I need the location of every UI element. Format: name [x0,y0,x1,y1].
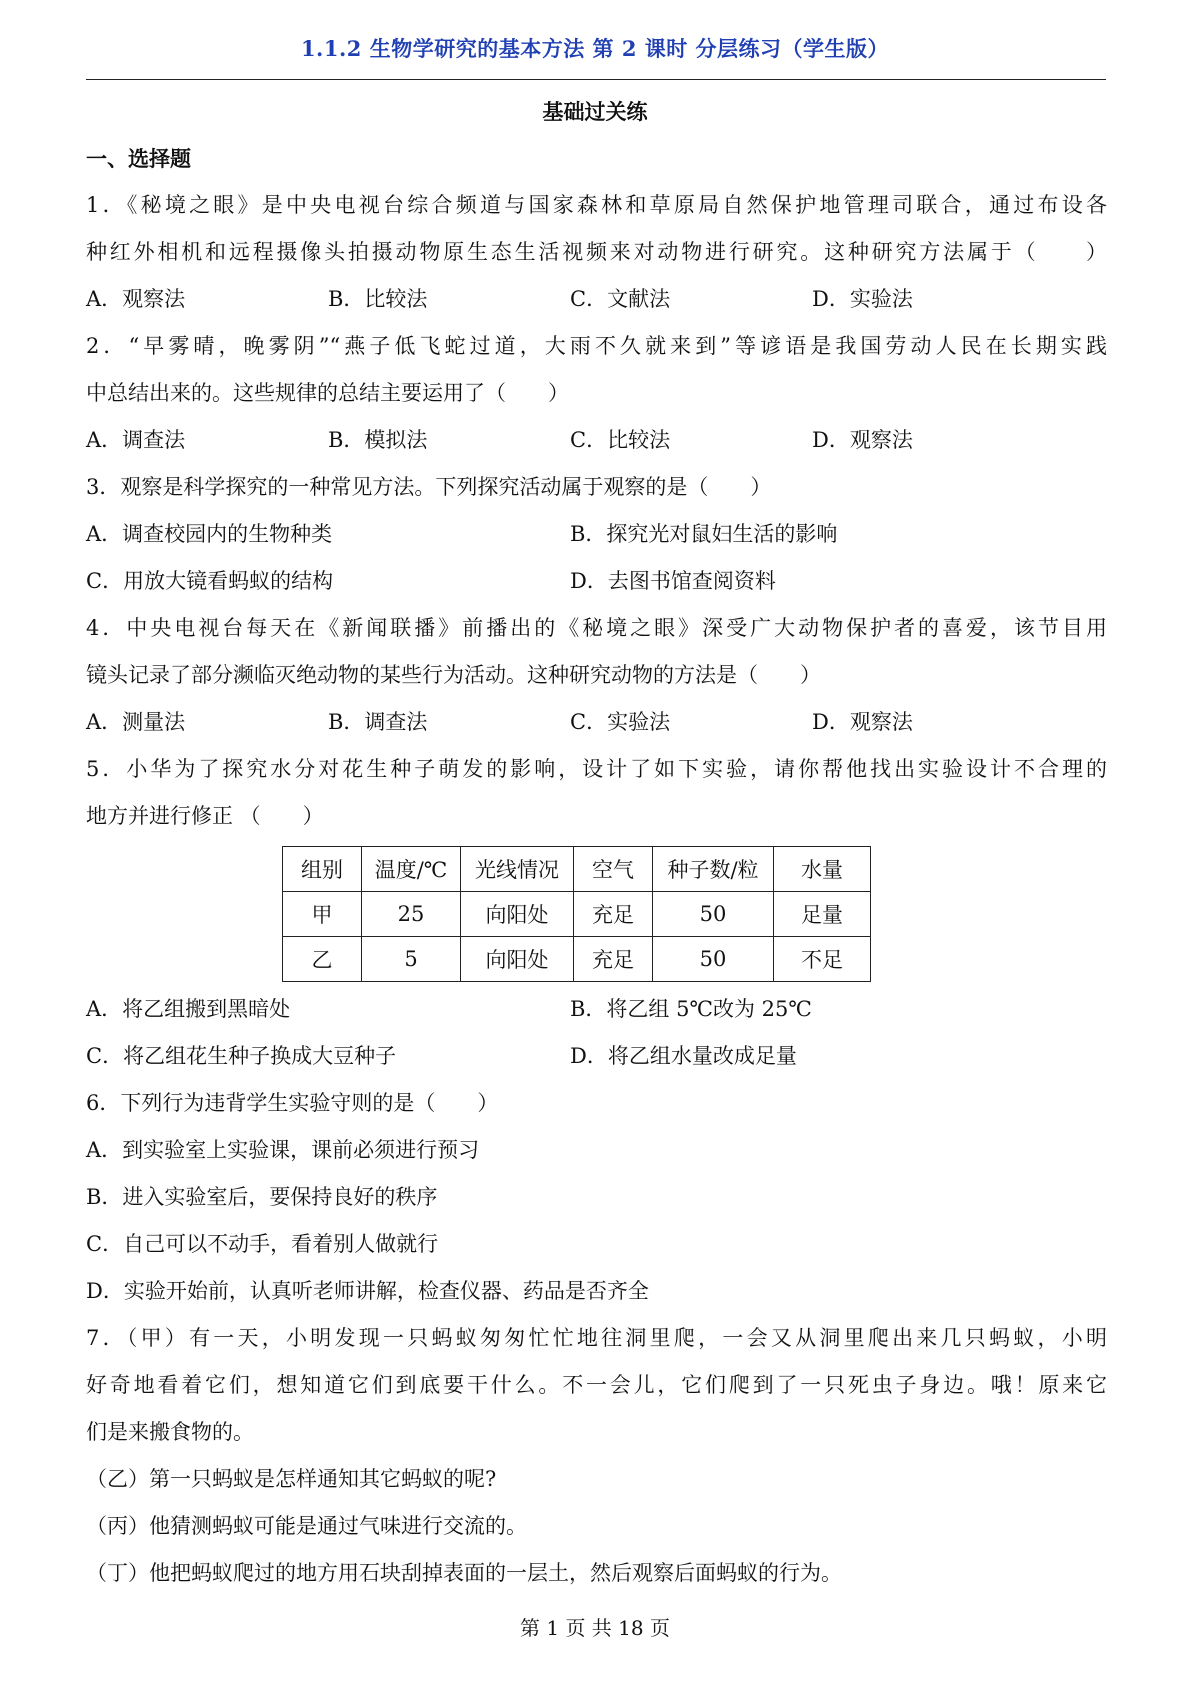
option-b: B．比较法 [328,287,428,311]
table-cell: 甲 [283,892,362,937]
table-cell: 向阳处 [461,937,574,982]
option-b: B．探究光对鼠妇生活的影响 [570,522,838,546]
question-7-line-6: （丁）他把蚂蚁爬过的地方用石块刮掉表面的一层土，然后观察后面蚂蚁的行为。 [86,1561,842,1585]
option-c: C．文献法 [570,287,671,311]
option-d: D．将乙组水量改成足量 [570,1044,797,1068]
question-1-line-2: 种红外相机和远程摄像头拍摄动物原生态生活视频来对动物进行研究。这种研究方法属于（ ） [86,240,1107,264]
table-cell: 充足 [574,937,653,982]
table-cell: 足量 [774,892,871,937]
table-cell: 乙 [283,937,362,982]
question-3-line-1: 3．观察是科学探究的一种常见方法。下列探究活动属于观察的是（ ） [86,475,772,499]
table-cell: 5 [362,937,461,982]
option-a: A．观察法 [86,287,186,311]
table-cell: 50 [653,937,774,982]
question-5-options-row-2 [86,1033,1107,1080]
option-d: D．实验法 [812,287,913,311]
column-header: 组别 [283,847,362,892]
column-header: 种子数/粒 [653,847,774,892]
question-3-options-row-1 [86,511,1107,558]
question-1-line-1: 1．《秘境之眼》是中央电视台综合频道与国家森林和草原局自然保护地管理司联合，通过布设各 [86,193,1107,217]
column-header: 水量 [774,847,871,892]
question-7-line-4: （乙）第一只蚂蚁是怎样通知其它蚂蚁的呢? [86,1467,497,1491]
question-2-options [86,417,1107,464]
part-title: 一、选择题 [86,146,191,171]
question-2-line-1: 2．“早雾晴，晚雾阴”“燕子低飞蛇过道，大雨不久就来到”等谚语是我国劳动人民在长期实践 [86,334,1107,358]
question-7-line-3: 们是来搬食物的。 [86,1420,254,1444]
option-a: A．调查法 [86,428,186,452]
option-d: D．去图书馆查阅资料 [570,569,776,593]
question-5-line-2: 地方并进行修正 （ ） [86,804,324,828]
table-cell: 充足 [574,892,653,937]
question-5-line-1: 5．小华为了探究水分对花生种子萌发的影响，设计了如下实验，请你帮他找出实验设计不合理的 [86,757,1107,781]
option-b: B．将乙组 5℃改为 25℃ [570,997,812,1021]
table-row [283,892,871,937]
question-3-options-row-2 [86,558,1107,605]
question-2-line-2: 中总结出来的。这些规律的总结主要运用了（ ） [86,381,569,405]
option-a: A．将乙组搬到黑暗处 [86,997,291,1021]
header-divider [86,79,1106,80]
question-list [86,135,1107,1597]
option-a: A．测量法 [86,710,186,734]
option-c: C．比较法 [570,428,671,452]
section-title: 基础过关练 [542,99,648,124]
question-1-options [86,276,1107,323]
page-number: 第 1 页 共 18 页 [520,1616,670,1640]
option-d: D．实验开始前，认真听老师讲解，检查仪器、药品是否齐全 [86,1279,649,1303]
question-4-line-1: 4．中央电视台每天在《新闻联播》前播出的《秘境之眼》深受广大动物保护者的喜爱，该节目用 [86,616,1107,640]
question-4-line-2: 镜头记录了部分濒临灭绝动物的某些行为活动。这种研究动物的方法是（ ） [86,663,821,687]
question-4-options [86,699,1107,746]
option-a: A．调查校园内的生物种类 [86,522,333,546]
table-cell: 不足 [774,937,871,982]
table-cell: 25 [362,892,461,937]
column-header: 光线情况 [461,847,574,892]
question-5-options-row-1 [86,986,1107,1033]
question-7-line-2: 好奇地看着它们，想知道它们到底要干什么。不一会儿，它们爬到了一只死虫子身边。哦！原来它 [86,1373,1107,1397]
column-header: 温度/℃ [362,847,461,892]
option-d: D．观察法 [812,428,913,452]
option-a: A．到实验室上实验课，课前必须进行预习 [86,1138,480,1162]
table-cell: 向阳处 [461,892,574,937]
experiment-table [282,846,871,982]
header-title: 1.1.2 生物学研究的基本方法 第 2 课时 分层练习（学生版） [300,36,890,61]
question-7-line-5: （丙）他猜测蚂蚁可能是通过气味进行交流的。 [86,1514,527,1538]
question-7-line-1: 7．（甲）有一天，小明发现一只蚂蚁匆匆忙忙地往洞里爬，一会又从洞里爬出来几只蚂蚁，小明 [86,1326,1107,1350]
table-row [283,937,871,982]
option-b: B．模拟法 [328,428,428,452]
table-header-row [283,847,871,892]
option-c: C．自己可以不动手，看着别人做就行 [86,1232,439,1256]
table-cell: 50 [653,892,774,937]
option-b: B．调查法 [328,710,428,734]
option-c: C．用放大镜看蚂蚁的结构 [86,569,334,593]
option-c: C．将乙组花生种子换成大豆种子 [86,1044,397,1068]
question-6-line-1: 6．下列行为违背学生实验守则的是（ ） [86,1091,499,1115]
option-d: D．观察法 [812,710,913,734]
option-b: B．进入实验室后，要保持良好的秩序 [86,1185,438,1209]
column-header: 空气 [574,847,653,892]
option-c: C．实验法 [570,710,671,734]
